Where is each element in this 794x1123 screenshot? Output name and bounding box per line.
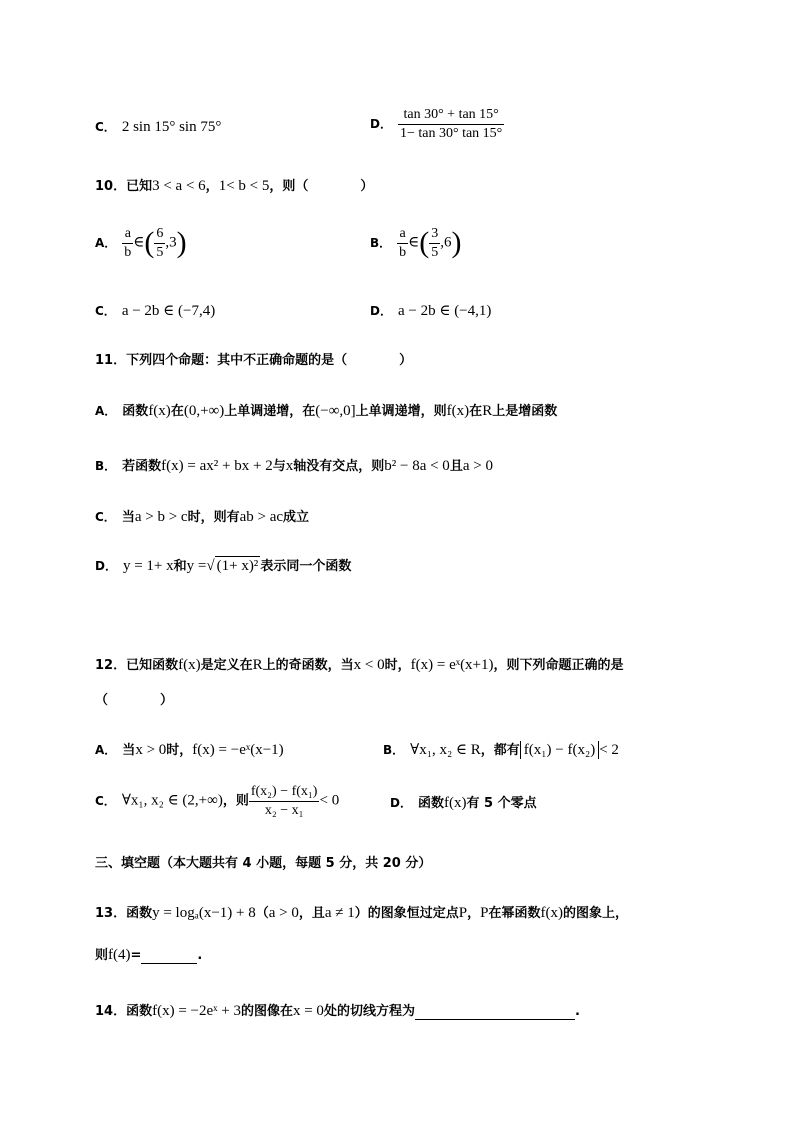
question-text: ）的图象恒过定点 [354,906,459,921]
math-expression: (0,+∞) [183,403,225,419]
math-expression: y = [186,558,207,574]
option-label: D． [370,116,392,131]
interval-rest: ,6 [440,234,452,251]
fraction [397,225,408,261]
interval-rest: ,3 [165,234,177,251]
question-text: 时， [384,658,411,673]
option-text: 且 [449,459,463,474]
math-expression: 3 < a < 6 [152,178,206,194]
option-label: B． [370,235,392,250]
q11-option-c [95,508,309,526]
q12-option-a [95,741,284,759]
q12-option-c [95,783,339,819]
option-label: D． [390,796,412,810]
question-text: . [197,948,203,963]
option-label: B． [383,743,405,757]
fraction-denominator: b [124,244,132,260]
math-expression: f(x) = eˣ(x+1) [410,657,494,673]
question-text: 12．已知函数 [95,658,179,673]
math-expression: y = 1+ x [122,558,174,574]
open-paren: ( [144,226,155,259]
q10-option-d [370,302,491,320]
q10-option-b [370,225,462,261]
option-text: 和 [173,559,187,574]
option-text: 时，则有 [187,510,240,525]
fraction [429,225,440,261]
element-of: ∈ [408,234,420,251]
question-text: ，则（ ） [269,179,374,194]
question-text: 13．函数 [95,906,153,921]
question-text: 上的奇函数，当 [262,658,354,673]
math-expression: < 2 [599,742,619,758]
option-text: 有 5 个零点 [466,796,537,811]
question-text: ， [467,906,481,921]
q11-option-b [95,457,493,475]
option-text: 若函数 [122,459,162,474]
option-text: ，都有 [480,743,520,758]
element-of: ∈ [133,234,145,251]
option-label: C． [95,120,116,134]
fraction-denominator: 5 [431,244,439,260]
option-expression: a − 2b ∈ (−4,1) [397,303,492,319]
option-label: A． [95,235,117,250]
question-text: 在幂函数 [488,906,541,921]
section-title: 三、填空题（本大题共有 4 小题，每题 5 分，共 20 分） [95,856,432,871]
question-text: 14．函数 [95,1004,153,1019]
q12-stem-line1 [95,656,624,674]
answer-blank[interactable] [141,948,197,964]
option-text: 轴没有交点，则 [293,459,385,474]
option-label: D． [95,559,117,573]
math-expression: b² − 8a < 0 [384,458,450,474]
math-expression: x = 0 [292,1003,324,1019]
option-text: 函数 [417,796,444,811]
question-text: ， [205,179,219,194]
fraction-numerator: f(x₂) − f(x₁) [249,783,320,802]
question-text: ，且 [298,906,325,921]
question-text: . [574,1004,580,1019]
q13-line1 [95,904,628,922]
fraction-denominator: b [399,244,407,260]
math-expression: a > b > c [134,509,188,525]
math-expression: < 0 [319,792,340,809]
question-text: 10．已知 [95,179,153,194]
math-expression: R [252,657,263,673]
question-text: ，则下列命题正确的是 [493,658,624,673]
math-expression: ab > ac [239,509,284,525]
option-expression: a − 2b ∈ (−7,4) [121,303,216,319]
option-text: 上是增函数 [492,404,558,419]
fraction-numerator: a [397,225,408,244]
fraction-numerator: tan 30° + tan 15° [398,106,504,125]
math-expression: f(x) = −eˣ(x−1) [192,742,284,758]
math-expression: f(4) [108,947,131,963]
question-text: 处的切线方程为 [323,1004,415,1019]
option-label: C． [95,510,116,524]
q12-stem-line2 [95,692,173,709]
q11-stem [95,352,412,369]
option-text: ，则 [222,793,249,809]
math-expression: f(x) = ax² + bx + 2 [161,458,273,474]
q10-stem [95,177,373,195]
math-expression: P [480,905,489,921]
q12-option-b [383,741,619,759]
math-expression: f(x) [540,905,564,921]
math-expression: f(x) [446,403,470,419]
option-text: 成立 [283,510,310,525]
option-text: 时， [166,743,193,758]
close-paren: ) [176,226,187,259]
math-expression: x > 0 [135,742,167,758]
option-text: 表示同一个函数 [260,559,352,574]
q12-option-d [390,794,537,812]
q14-line [95,1002,580,1020]
fraction-numerator: 3 [429,225,440,244]
math-expression: x [285,458,294,474]
question-text: 的图象上， [563,906,629,921]
fraction-denominator: 5 [156,244,164,260]
q10-option-c [95,302,215,320]
answer-parentheses: （ ） [95,693,174,708]
close-paren: ) [451,226,462,259]
fraction-denominator: x₂ − x₁ [264,802,304,818]
q10-option-a [95,225,187,261]
question-text: 11．下列四个命题：其中不正确命题的是（ ） [95,353,413,368]
math-expression: y = logₐ(x−1) + 8 [152,905,256,921]
math-expression: x < 0 [353,657,385,673]
open-paren: ( [419,226,430,259]
fraction [154,225,165,261]
option-label: D． [370,304,392,318]
math-expression: a ≠ 1 [324,905,355,921]
fraction [122,225,133,261]
section-heading [95,855,431,872]
q9-option-c [95,118,221,136]
math-expression: f(x) [148,403,171,419]
math-expression: ∀x₁, x₂ ∈ R [410,742,481,758]
math-expression: a > 0 [462,458,493,474]
option-label: C． [95,304,116,318]
option-label: A． [95,743,117,757]
math-expression: 1< b < 5 [218,178,270,194]
option-label: A． [95,404,117,418]
option-text: 上单调递增，在 [224,404,316,419]
math-expression: P [458,905,468,921]
math-expression: f(x) = −2eˣ + 3 [152,1003,241,1019]
option-text: 上单调递增，则 [355,404,447,419]
q11-option-a [95,402,557,420]
math-expression: f(x) [443,795,467,811]
q9-option-d [370,106,504,142]
fraction-numerator: 6 [154,225,165,244]
q13-line2 [95,946,202,964]
math-expression: a > 0 [268,905,299,921]
math-expression: (−∞,0] [315,403,356,419]
option-text: 当 [122,743,136,758]
sqrt-sign: √ [206,558,215,574]
question-text: 则 [95,948,109,963]
option-expression: 2 sin 15° sin 75° [121,119,222,135]
question-text: （ [255,906,269,921]
fraction-numerator: a [122,225,133,244]
q11-option-d [95,556,351,575]
sqrt-radicand: (1+ x)² [216,558,259,574]
fraction [249,783,320,819]
math-expression: f(x) [178,657,201,673]
question-text: 的图像在 [240,1004,293,1019]
fraction-denominator: 1− tan 30° tan 15° [399,125,503,141]
option-text: 函数 [122,404,149,419]
question-text: 是定义在 [200,658,253,673]
option-text: 在 [469,404,483,419]
option-text: 当 [121,510,135,525]
option-label: C． [95,793,116,808]
math-expression: R [482,403,493,419]
option-label: B． [95,459,117,473]
math-expression: ∀x₁, x₂ ∈ (2,+∞) [121,792,223,809]
option-text: 在 [170,404,184,419]
absolute-value-expression: f(x₁) − f(x₂) [520,741,599,759]
answer-blank[interactable] [415,1004,575,1020]
option-text: 与 [272,459,286,474]
question-text: = [130,948,142,963]
fraction [398,106,504,142]
